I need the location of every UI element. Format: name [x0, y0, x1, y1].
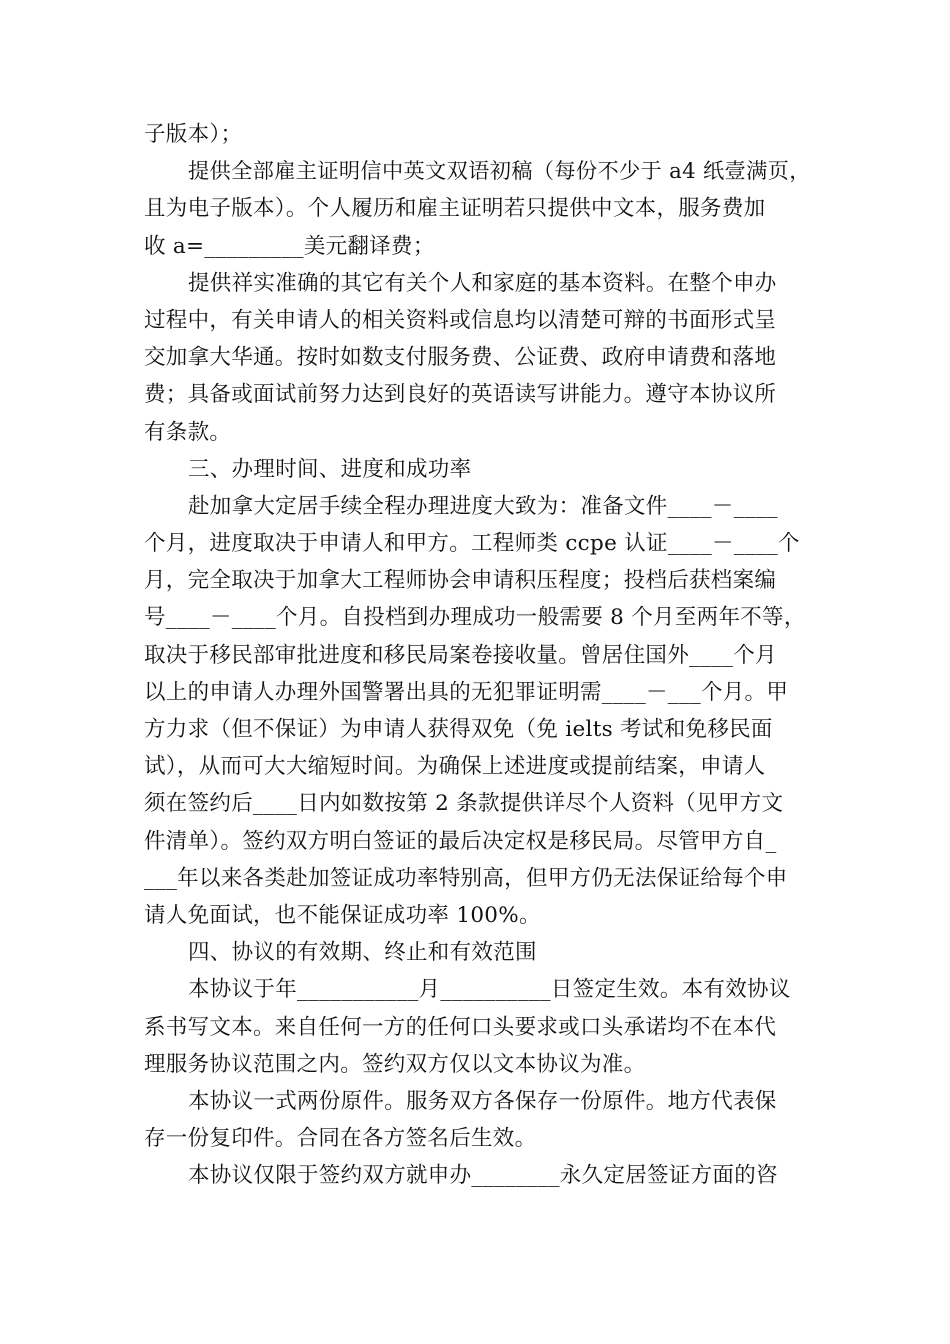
text-line: 交加拿大华通。按时如数支付服务费、公证费、政府申请费和落地 — [144, 345, 777, 371]
text-line: 取决于移民部审批进度和移民局案卷接收量。曾居住国外____个月 — [144, 642, 777, 668]
text-line: 且为电子版本）。个人履历和雇主证明若只提供中文本，服务费加 — [144, 196, 766, 222]
text-line: 件清单）。签约双方明白签证的最后决定权是移民局。尽管甲方自_ — [144, 828, 777, 854]
text-line: 提供全部雇主证明信中英文双语初稿（每份不少于 a4 纸壹满页， — [188, 159, 811, 185]
text-line: 收 a=_________美元翻译费； — [144, 233, 435, 259]
text-line: 试），从而可大大缩短时间。为确保上述进度或提前结案，申请人 — [144, 754, 766, 780]
text-line: 号____－____个月。自投档到办理成功一般需要 8 个月至两年不等， — [144, 605, 806, 631]
text-line: 四、协议的有效期、终止和有效范围 — [188, 940, 537, 966]
text-line: 本协议仅限于签约双方就申办________永久定居签证方面的咨 — [188, 1163, 778, 1189]
text-line: 须在签约后____日内如数按第 2 条款提供详尽个人资料（见甲方文 — [144, 791, 784, 817]
text-line: 理服务协议范围之内。签约双方仅以文本协议为准。 — [144, 1051, 646, 1077]
text-line: 本协议一式两份原件。服务双方各保存一份原件。地方代表保 — [188, 1088, 777, 1114]
text-line: 费；具备或面试前努力达到良好的英语读写讲能力。遵守本协议所 — [144, 382, 777, 408]
text-line: 以上的申请人办理外国警署出具的无犯罪证明需____－___个月。甲 — [144, 679, 789, 705]
text-line: 子版本）； — [144, 122, 243, 147]
text-line: 存一份复印件。合同在各方签名后生效。 — [144, 1126, 537, 1152]
text-line: 本协议于年___________月__________日签定生效。本有效协议 — [188, 977, 791, 1003]
text-line: 三、办理时间、进度和成功率 — [188, 456, 472, 482]
text-line: 赴加拿大定居手续全程办理进度大致为：准备文件____－____ — [188, 493, 778, 519]
text-line: 请人免面试，也不能保证成功率 100%。 — [144, 902, 541, 928]
text-line: 个月，进度取决于申请人和甲方。工程师类 ccpe 认证____－____个 — [144, 531, 800, 557]
document-body — [144, 116, 814, 1194]
text-line: 方力求（但不保证）为申请人获得双免（免 ielts 考试和免移民面 — [144, 717, 773, 742]
text-line: ___年以来各类赴加签证成功率特别高，但甲方仍无法保证给每个申 — [144, 865, 788, 891]
text-line: 有条款。 — [144, 419, 232, 445]
text-line: 系书写文本。来自任何一方的任何口头要求或口头承诺均不在本代 — [144, 1014, 777, 1040]
text-line: 提供祥实准确的其它有关个人和家庭的基本资料。在整个申办 — [188, 270, 777, 296]
text-line: 过程中，有关申请人的相关资料或信息均以清楚可辩的书面形式呈 — [144, 307, 777, 333]
text-line: 月，完全取决于加拿大工程师协会申请积压程度；投档后获档案编 — [144, 568, 777, 594]
